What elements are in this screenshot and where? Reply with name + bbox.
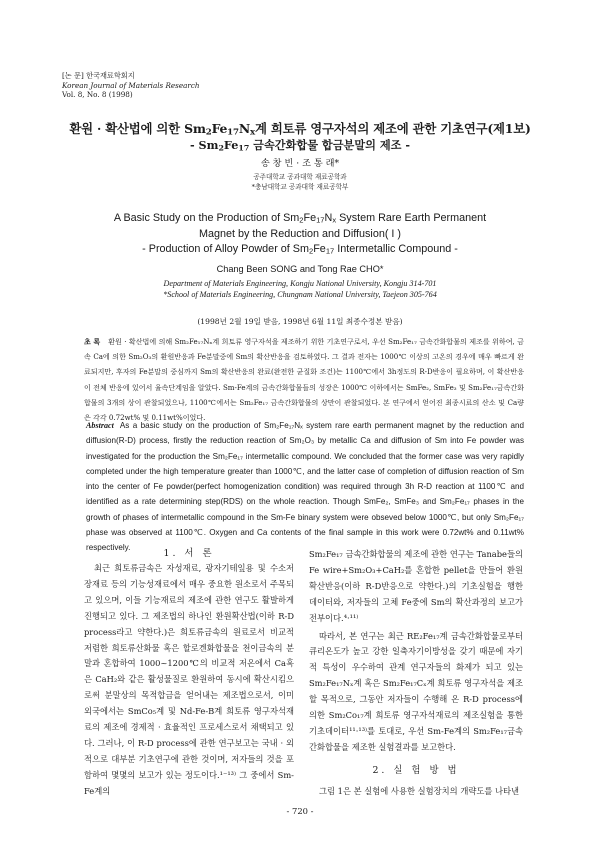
received-date: (1998년 2월 19일 받음, 1998년 6월 11일 최종수정본 받음): [197, 317, 403, 326]
title-english-line2: Magnet by the Reduction and Diffusion( I ): [198, 227, 402, 240]
journal-header: [62, 71, 200, 100]
abstract-korean-label: 초 록: [84, 337, 101, 346]
affiliations-english: [40, 278, 560, 300]
right-paragraph-1: Sm₂Fe₁₇ 금속간화합물의 제조에 관한 연구는 Tanabe들의 Fe wire+Sm₂O₃+CaH₂를 혼합한 pellet을 만들어 환원확산반응(이하 R-D반응으로 약한다.)의 기초실험을 행한 데이터와, 저자들의 고체 Fe중에 Sm의 확산과정의 보고가 전부이다.⁴·¹¹⁾: [309, 549, 523, 623]
abstract-korean-text: 환원 · 확산법에 의해 Sm₂Fe₁₇Nₓ계 희토류 영구자석을 제조하기 위한 기초연구로서, 우선 Sm₂Fe₁₇ 금속간화합물의 제조를 위하여, 금속 Ca에 의한 Sm₂O₃의 환원반응과 Fe분말중에 Sm의 확산반응을 검토하였다. 그 결과 전자는 1000℃ 이상의 고온의 경우에 매우 빠르게 완료되지만, 후자의 Fe분말의 중심까지 Sm의 확산반응의 완료(완전한 균질화 조건)는 1100℃에서 3h정도의 R-D반응이 필요하며, 이 확산반응이 전체 반응에 있어서 율속단계임을 알았다. Sm-Fe계의 금속간화합물들의 성장은 1000℃ 이하에서는 SmFe₂, SmFe₃ 및 Sm₂Fe₁₇금속간화합물의 3개의 상이 관찰되었으나, 1100℃에서는 Sm₂Fe₁₇ 금속간화합물의 상만이 관찰되었다. 본 연구에서 얻어진 최종시료의 산소 및 Ca량은 각각 0.72wt% 및 0.11wt%이었다.: [84, 337, 524, 423]
journal-line-kr: [논 문] 한국재료학회지: [62, 71, 135, 80]
journal-volume: Vol. 8, No. 8 (1998): [62, 90, 133, 100]
affiliation-chungnam-kr: *충남대학교 공과대학 재료공학부: [251, 182, 349, 191]
title-english-line1: A Basic Study on the Production of $Sm_2Fe_{17}N_x$ System Rare Earth Permanent: [113, 212, 487, 225]
right-paragraph-3: 그림 1은 본 실험에 사용한 실험장치의 개략도를 나타낸: [319, 785, 520, 796]
affiliations-korean: [40, 173, 560, 192]
title-english-line3: - Production of Alloy Powder of $Sm_2Fe_{17}$ Intermetallic Compound -: [142, 243, 458, 256]
abstract-english-label: Abstract: [86, 421, 114, 430]
title-korean: 환원 · 확산법에 의한 $Sm_2Fe_{17}N_x$계 희토류 영구자석의 제조에 관한 기초연구(제1보): [69, 121, 531, 138]
abstract-english-text: As a basic study on the production of Sm₂Fe₁₇Nₓ system rare earth permanent magnet by the reduction and diffusion(R-D) process, firstly the reduction reaction of Sm₂O₃ by metallic Ca and diffusion of Sm into Fe powder was investigated for the production the Sm₂Fe₁₇ intermetallic compound. We concluded that the former case was very rapidly completed under the high temperature greater than 1000℃, and the latter case of completion of diffusion reaction of Sm into the center of Fe powder(perfect homogenization condition) was required through 3h R-D reaction at 1100℃ and identified as a rate determining step(RDS) on the whole reaction. Though SmFe₂, SmFe₃ and Sm₂Fe₁₇ phases in the growth of phases of intermetallic compound in the Sm-Fe binary system were obseved below 1000℃, but only Sm₂Fe₁₇ phase was observed at 1100℃. Oxygen and Ca contents of the final sample in this work were 0.72wt% and 0.11wt% respectively.: [86, 421, 524, 553]
affiliation-chungnam-en: *School of Materials Engineering, Chungnam National University, Taejeon 305-764: [163, 290, 437, 299]
abstract-english: [86, 418, 524, 556]
title-english: [40, 211, 560, 258]
right-paragraph-2: 따라서, 본 연구는 최근 RE₂Fe₁₇계 금속간화합물로부터 큐리온도가 높고 강한 일축자기이방성을 갖기 때문에 자기적 특성이 우수하여 관계 연구자들의 화제가 되고 있는 Sm₂Fe₁₇Nₓ계 혹은 Sm₂Fe₁₇Cₓ계 희토류 영구자석을 제조할 목적으로, 그동안 저자들이 수행해 온 R-D process에 의한 Sm₂Co₁₇계 희토류 영구자석재료의 제조실험을 통한 기초데이터¹¹·¹³⁾를 토대로, 우선 Sm-Fe계의 Sm₂Fe₁₇금속간화합물을 제조한 실험결과를 보고한다.: [309, 630, 523, 752]
authors-korean: 송 창 빈 · 조 통 래*: [260, 158, 340, 169]
section-heading-methods: 2. 실 험 방 법: [372, 764, 460, 776]
introduction-paragraph: 최근 희토류금속은 자성재료, 광자기테잎용 및 수소저장재료 등의 기능성재료에서 매우 중요한 원소로서 주목되고 있으며, 이들 기능재료의 제조에 관한 연구도 활발하게 진행되고 있다. 그 제조법의 하나인 환원확산법(이하 R-D process라고 약한다.)은 희토류금속의 원료로서 비교적 저렴한 희토류산화물 혹은 할로겐화합물을 천이금속의 분말과 혼합하여 1000~1200℃의 비교적 저온에서 Ca혹은 CaH₂와 같은 활성물질로 환원하여 동시에 확산시킴으로써 분말상의 목적합금을 얻어내는 제조법으로서, 이미 외국에서는 SmCo₅계 및 Nd-Fe-B계 희토류 영구자석재료의 제조에 경제적 · 효율적인 프로세스로서 채택되고 있다. 그러나, 이 R-D process에 관한 연구보고는 국내 · 외적으로 대부분 기초연구에 관한 것이며, 저자들의 것을 포함하여 몇몇의 보고가 있는 정도이다.¹⁻¹³⁾ 그 중에서 Sm-Fe계의: [84, 563, 294, 796]
affiliation-kongju-kr: 공주대학교 공과대학 재료공학과: [253, 173, 347, 181]
subtitle-korean: - $Sm_2Fe_{17}$ 금속간화합물 합금분말의 제조 -: [190, 138, 410, 153]
journal-line-en: Korean Journal of Materials Research: [62, 80, 200, 90]
body-left-column: [84, 547, 294, 800]
abstract-korean: [84, 334, 524, 425]
section-heading-introduction: 1. 서 론: [163, 548, 215, 559]
body-right-column: [309, 547, 523, 800]
page-number: - 720 -: [286, 806, 314, 816]
affiliation-kongju-en: Department of Materials Engineering, Kongju National University, Kongju 314-701: [163, 279, 437, 288]
authors-english: Chang Been SONG and Tong Rae CHO*: [216, 264, 384, 274]
